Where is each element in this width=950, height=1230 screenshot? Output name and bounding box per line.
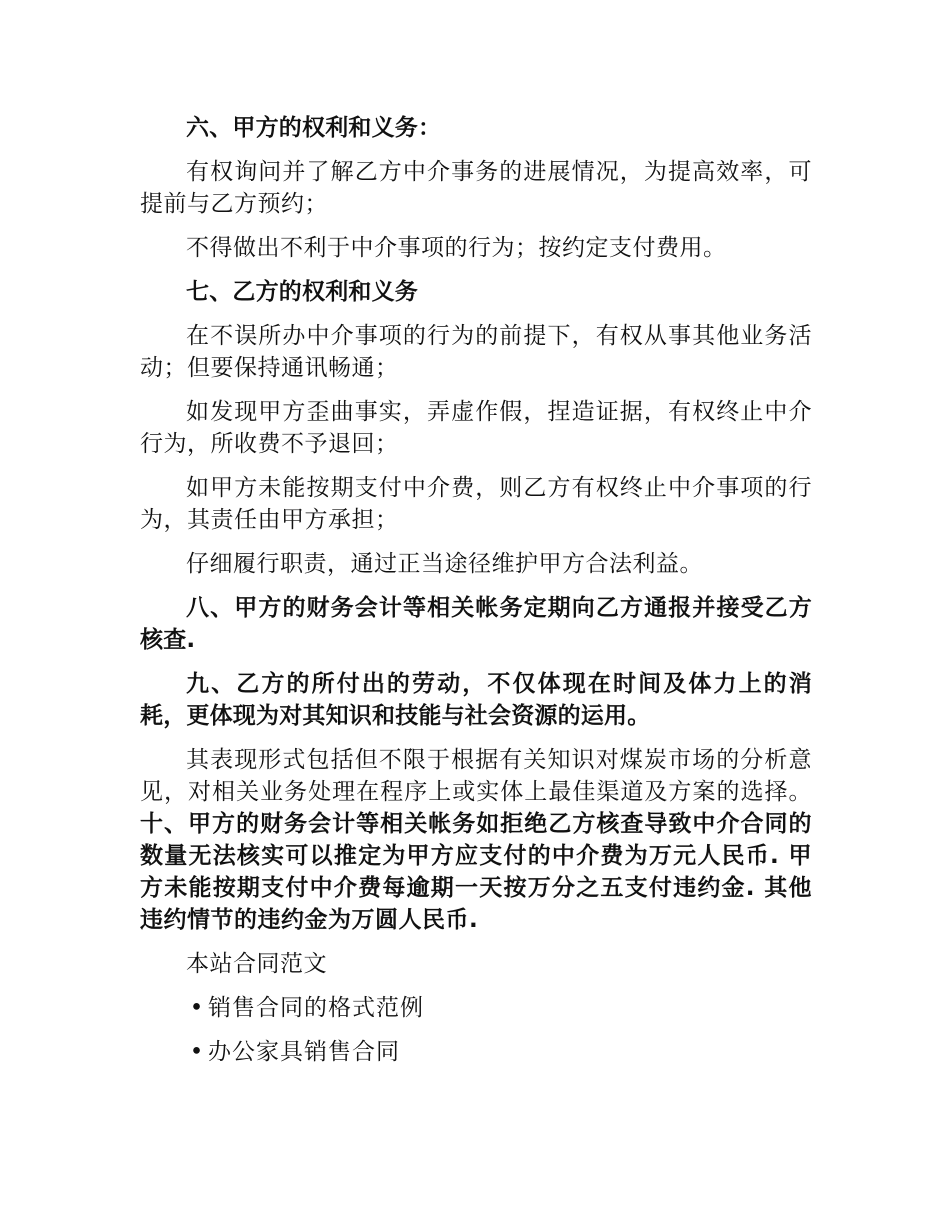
link-label[interactable]: 销售合同的格式范例 (208, 995, 424, 1021)
paragraph: 仔细履行职责，通过正当途径维护甲方合法利益。 (186, 551, 703, 577)
document-page (140, 112, 812, 1080)
paragraph: 如发现甲方歪曲事实，弄虚作假，捏造证据，有权终止中介行为，所收费不予退回； (140, 399, 812, 457)
bullet-icon: • (189, 995, 205, 1021)
section-heading-9: 九、乙方的所付出的劳动，不仅体现在时间及体力上的消耗，更体现为对其知识和技能与社会资源的运用。 (140, 671, 812, 729)
section-heading-6: 六、甲方的权利和义务： (186, 115, 442, 141)
paragraph-text: 其表现形式包括但不限于根据有关知识对煤炭市场的分析意见，对相关业务处理在程序上或实体上最佳渠道及方案的选择。 (140, 747, 812, 805)
section-10-text: 十、甲方的财务会计等相关帐务如拒绝乙方核查导致中介合同的数量无法核实可以推定为甲方应支付的中介费为万元人民币. 甲方未能按期支付中介费每逾期一天按万分之五支付违约金. 其他违约情节的违约金为万圆人民币. (140, 811, 812, 933)
related-contracts-label: 本站合同范文 (186, 951, 327, 977)
paragraph: 如甲方未能按期支付中介费，则乙方有权终止中介事项的行为，其责任由甲方承担； (140, 475, 812, 533)
link-label[interactable]: 办公家具销售合同 (208, 1039, 400, 1065)
related-links-list (140, 992, 812, 1068)
related-link-item[interactable] (140, 992, 812, 1024)
paragraph: 在不误所办中介事项的行为的前提下，有权从事其他业务活动；但要保持通讯畅通； (140, 323, 812, 381)
paragraph: 不得做出不利于中介事项的行为；按约定支付费用。 (186, 235, 727, 261)
mixed-paragraph (140, 744, 812, 936)
paragraph: 有权询问并了解乙方中介事务的进展情况，为提高效率，可提前与乙方预约； (140, 159, 812, 217)
section-heading-8: 八、甲方的财务会计等相关帐务定期向乙方通报并接受乙方核查. (140, 595, 812, 653)
bullet-icon: • (189, 1039, 205, 1065)
section-heading-7: 七、乙方的权利和义务 (186, 279, 418, 305)
related-link-item[interactable] (140, 1036, 812, 1068)
